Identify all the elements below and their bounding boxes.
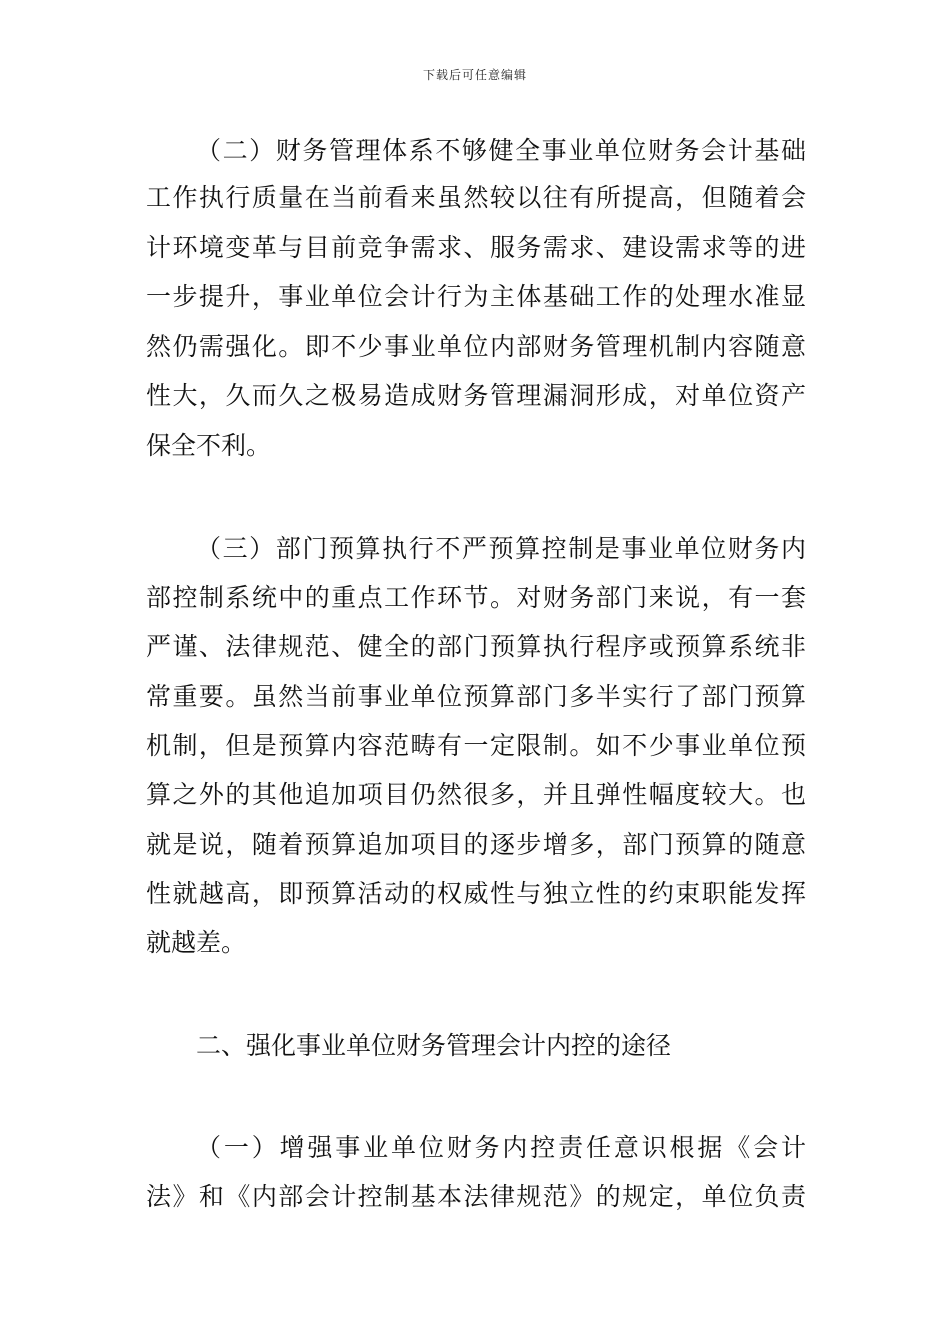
paragraph-2-line-1: （二）财务管理体系不够健全事业单位财务会计基础 bbox=[196, 136, 806, 165]
paragraph-2-line-6: 性大，久而久之极易造成财务管理漏洞形成，对单位资产 bbox=[146, 381, 806, 410]
paragraph-2-line-3: 计环境变革与目前竞争需求、服务需求、建设需求等的进 bbox=[146, 233, 806, 262]
section-heading: 二、强化事业单位财务管理会计内控的途径 bbox=[196, 1031, 672, 1060]
paragraph-3-line-5: 机制，但是预算内容范畴有一定限制。如不少事业单位预 bbox=[146, 731, 806, 760]
paragraph-3-line-9: 就越差。 bbox=[146, 928, 247, 957]
paragraph-3-line-4: 常重要。虽然当前事业单位预算部门多半实行了部门预算 bbox=[146, 682, 806, 711]
paragraph-2-line-5: 然仍需强化。即不少事业单位内部财务管理机制内容随意 bbox=[146, 332, 806, 361]
paragraph-3-line-2: 部控制系统中的重点工作环节。对财务部门来说，有一套 bbox=[146, 583, 806, 612]
paragraph-3-line-3: 严谨、法律规范、健全的部门预算执行程序或预算系统非 bbox=[146, 632, 806, 661]
paragraph-1-line-2: 法》和《内部会计控制基本法律规范》的规定，单位负责 bbox=[146, 1182, 806, 1211]
paragraph-2-line-2: 工作执行质量在当前看来虽然较以往有所提高，但随着会 bbox=[146, 183, 806, 212]
paragraph-2-line-4: 一步提升，事业单位会计行为主体基础工作的处理水准显 bbox=[146, 282, 806, 311]
paragraph-3-line-8: 性就越高，即预算活动的权威性与独立性的约束职能发挥 bbox=[146, 879, 806, 908]
paragraph-3-line-7: 就是说，随着预算追加项目的逐步增多，部门预算的随意 bbox=[146, 830, 806, 859]
paragraph-2-line-7: 保全不利。 bbox=[146, 431, 272, 460]
paragraph-3-line-1: （三）部门预算执行不严预算控制是事业单位财务内 bbox=[196, 534, 806, 563]
page-header: 下载后可任意编辑 bbox=[422, 68, 527, 82]
paragraph-1-line-1: （一）增强事业单位财务内控责任意识根据《会计 bbox=[196, 1133, 806, 1162]
paragraph-3-line-6: 算之外的其他追加项目仍然很多，并且弹性幅度较大。也 bbox=[146, 780, 806, 809]
